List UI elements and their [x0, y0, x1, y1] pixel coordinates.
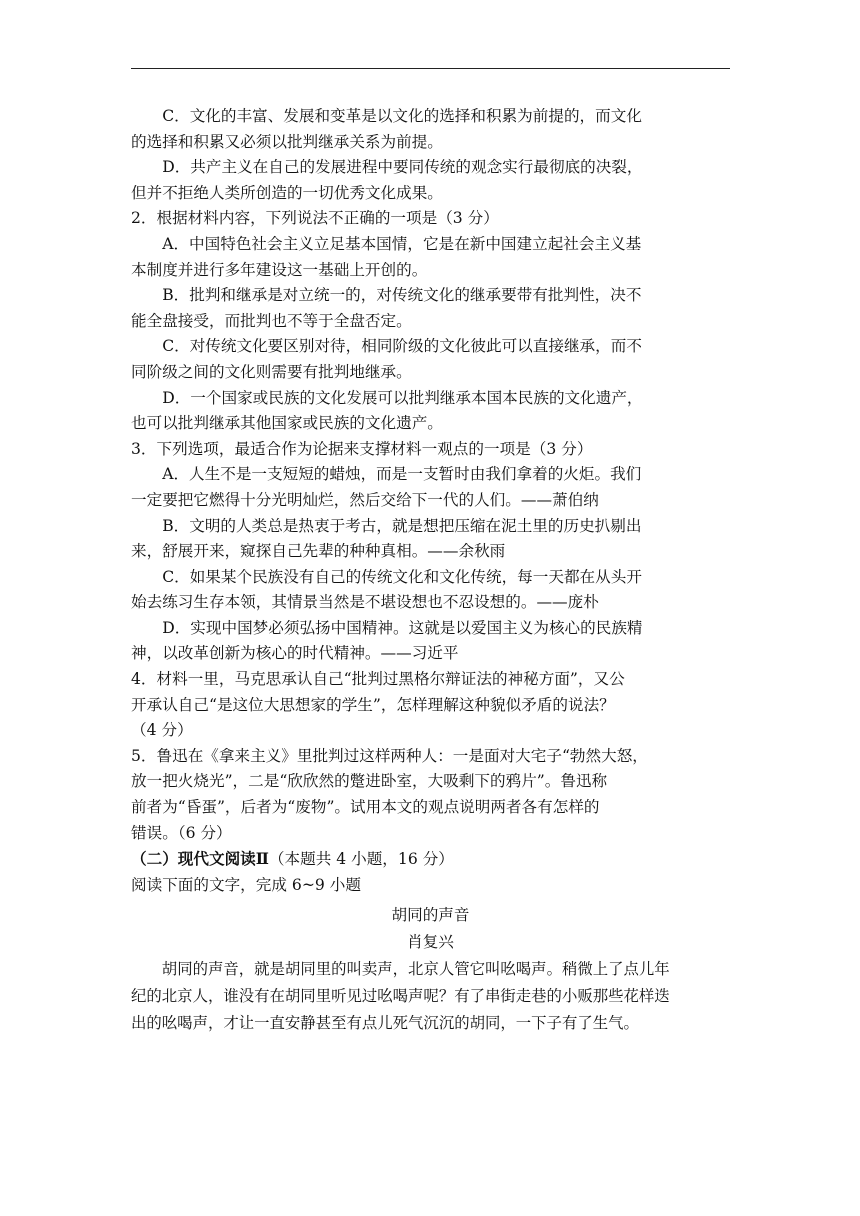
- q2-option-b-line1: B．批判和继承是对立统一的，对传统文化的继承要带有批判性，决不: [162, 286, 642, 305]
- article-title: 胡同的声音: [391, 906, 470, 925]
- q5-line2: 放一把火烧光”，二是“欣欣然的蹩进卧室，大吸剩下的鸦片”。鲁迅称: [131, 772, 608, 791]
- article-line1: 胡同的声音，就是胡同里的叫卖声，北京人管它叫吆喝声。稍微上了点儿年: [161, 960, 670, 979]
- q2-stem: 2．根据材料内容，下列说法不正确的一项是（3 分）: [131, 209, 499, 228]
- q2-option-c-line1: C．对传统文化要区别对待，相同阶级的文化彼此可以直接继承，而不: [162, 337, 642, 356]
- section-heading: [131, 846, 730, 873]
- q1-option-d: [131, 155, 730, 206]
- article-paragraph: [131, 956, 730, 1037]
- q3-option-b-line2: 来，舒展开来，窥探自己先辈的种种真相。——余秋雨: [131, 542, 506, 561]
- exam-page: [131, 104, 730, 1037]
- q1-option-c-line2: 的选择和积累又必须以批判继承关系为前提。: [131, 132, 443, 151]
- q3-option-d-line2: 神，以改革创新为核心的时代精神。——习近平: [131, 644, 459, 663]
- q1-option-d-line1: D．共产主义在自己的发展进程中要同传统的观念实行最彻底的决裂，: [162, 158, 643, 177]
- q5-text: [131, 744, 730, 846]
- q3-option-d: [131, 616, 730, 667]
- q2-option-d-line1: D．一个国家或民族的文化发展可以批判继承本国本民族的文化遗产，: [162, 388, 643, 407]
- q3-option-b-line1: B．文明的人类总是热衷于考古，就是想把压缩在泥土里的历史扒剔出: [162, 516, 642, 535]
- q2-option-a: [131, 232, 730, 283]
- q2-option-b-line2: 能全盘接受，而批判也不等于全盘否定。: [131, 311, 412, 330]
- q5-line1: 5．鲁迅在《拿来主义》里批判过这样两种人：一是面对大宅子“勃然大怒，: [131, 746, 648, 765]
- q5-line3: 前者为“昏蛋”，后者为“废物”。试用本文的观点说明两者各有怎样的: [131, 798, 600, 817]
- q3-option-a: [131, 462, 730, 513]
- q3-option-c: [131, 565, 730, 616]
- q3-option-b: [131, 514, 730, 565]
- q1-option-d-line2: 但并不拒绝人类所创造的一切优秀文化成果。: [131, 183, 443, 202]
- q4-line1: 4．材料一里，马克思承认自己“批判过黑格尔辩证法的神秘方面”，又公: [131, 670, 625, 689]
- q1-option-c-line1: C．文化的丰富、发展和变革是以文化的选择和积累为前提的，而文化: [162, 107, 642, 125]
- q4-text: [131, 667, 730, 744]
- q3-option-a-line1: A．人生不是一支短短的蜡烛，而是一支暂时由我们拿着的火炬。我们: [162, 465, 642, 484]
- q1-option-c: [131, 104, 730, 155]
- q3-stem: 3．下列选项，最适合作为论据来支撑材料一观点的一项是（3 分）: [131, 439, 593, 458]
- section-heading-note: （本题共 4 小题，16 分）: [268, 850, 454, 869]
- article-author: 肖复兴: [407, 933, 454, 952]
- header-rule: [131, 68, 730, 69]
- q2-option-d: [131, 386, 730, 437]
- q4-line3: （4 分）: [131, 721, 193, 740]
- q2-option-c: [131, 334, 730, 385]
- q3-option-c-line2: 始去练习生存本领，其情景当然是不堪设想也不忍设想的。——庞朴: [131, 593, 599, 612]
- q2-option-a-line2: 本制度并进行多年建设这一基础上开创的。: [131, 260, 428, 279]
- q3-option-a-line2: 一定要把它燃得十分光明灿烂，然后交给下一代的人们。——萧伯纳: [131, 490, 599, 509]
- section-heading-title: （二）现代文阅读Ⅱ: [131, 849, 269, 869]
- article-line3: 出的吆喝声，才让一直安静甚至有点儿死气沉沉的胡同，一下子有了生气。: [131, 1014, 639, 1033]
- q2-option-d-line2: 也可以批判继承其他国家或民族的文化遗产。: [131, 414, 443, 433]
- q3-option-d-line1: D．实现中国梦必须弘扬中国精神。这就是以爱国主义为核心的民族精: [162, 618, 643, 637]
- q2-option-c-line2: 同阶级之间的文化则需要有批判地继承。: [131, 362, 412, 381]
- section-instruction: 阅读下面的文字，完成 6~9 小题: [131, 875, 361, 894]
- q5-line4: 错误。（6 分）: [131, 823, 232, 842]
- q4-line2: 开承认自己“是这位大思想家的学生”，怎样理解这种貌似矛盾的说法？: [131, 695, 615, 714]
- q3-option-c-line1: C．如果某个民族没有自己的传统文化和文化传统，每一天都在从头开: [162, 567, 642, 586]
- q2-option-a-line1: A．中国特色社会主义立足基本国情，它是在新中国建立起社会主义基: [162, 234, 642, 253]
- article-line2: 纪的北京人，谁没有在胡同里听见过吆喝声呢？有了串街走巷的小贩那些花样迭: [131, 987, 670, 1006]
- q2-option-b: [131, 283, 730, 334]
